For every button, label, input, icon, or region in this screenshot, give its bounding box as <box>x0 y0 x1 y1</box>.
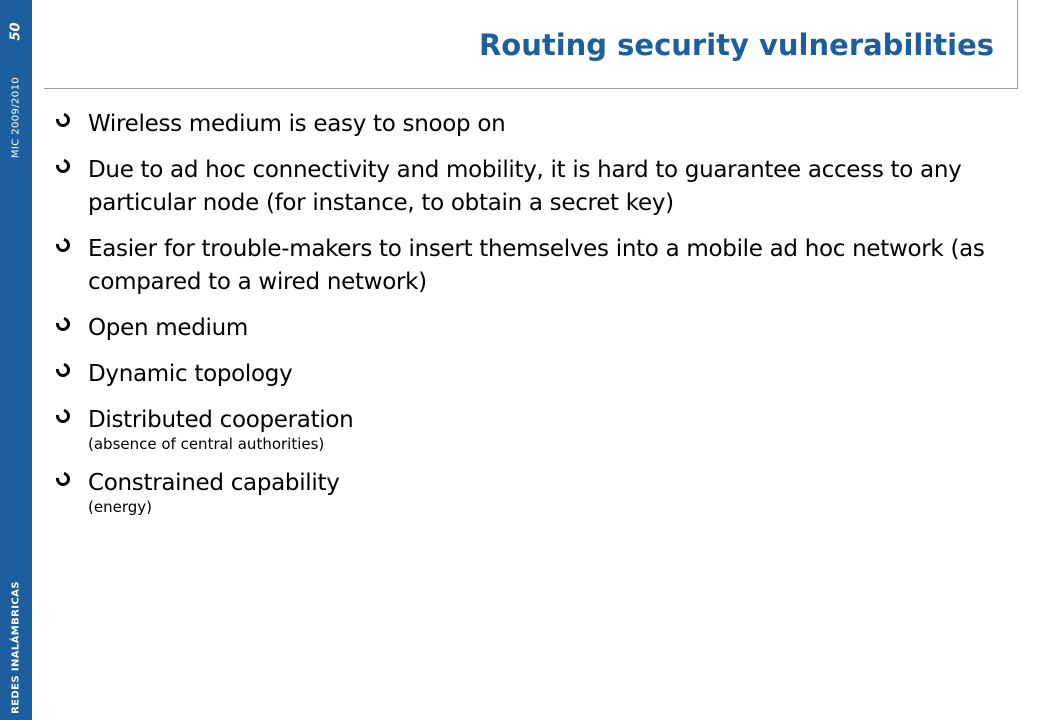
sidebar <box>0 0 32 720</box>
bullet-item <box>56 154 1006 220</box>
bullet-circle-icon <box>53 110 72 129</box>
bullet-circle-icon <box>53 235 72 254</box>
bullet-circle-icon <box>53 156 72 175</box>
bullet-text: Distributed cooperation <box>88 407 354 433</box>
bullet-circle-icon <box>53 406 72 425</box>
bullet-item <box>56 312 1006 345</box>
slide-title: Routing security vulnerabilities <box>478 28 994 62</box>
bullet-text: Open medium <box>88 315 248 341</box>
bullet-item <box>56 467 1006 517</box>
page-number: 50 <box>8 22 24 41</box>
bullet-list <box>56 108 1006 530</box>
bullet-circle-icon <box>53 469 72 488</box>
title-frame-vertical-line <box>1017 0 1018 89</box>
bullet-circle-icon <box>53 360 72 379</box>
bullet-circle-icon <box>53 314 72 333</box>
bullet-subtext: (energy) <box>88 498 152 516</box>
bullet-subtext: (absence of central authorities) <box>88 435 325 453</box>
course-year-label: MIC 2009/2010 <box>10 76 22 159</box>
bullet-item <box>56 404 1006 454</box>
bullet-item <box>56 108 1006 141</box>
course-label: REDES INALÁMBRICAS <box>10 581 22 714</box>
bullet-text: Dynamic topology <box>88 361 293 387</box>
bullet-text: Due to ad hoc connectivity and mobility, it is hard to guarantee access to any particular node (for instance, to obtain a secret key) <box>88 157 962 216</box>
bullet-item <box>56 358 1006 391</box>
title-underline <box>44 88 1018 89</box>
bullet-text: Constrained capability <box>88 470 340 496</box>
bullet-text: Easier for trouble-makers to insert themselves into a mobile ad hoc network (as compared to a wired network) <box>88 236 985 295</box>
bullet-text: Wireless medium is easy to snoop on <box>88 111 506 137</box>
bullet-item <box>56 233 1006 299</box>
